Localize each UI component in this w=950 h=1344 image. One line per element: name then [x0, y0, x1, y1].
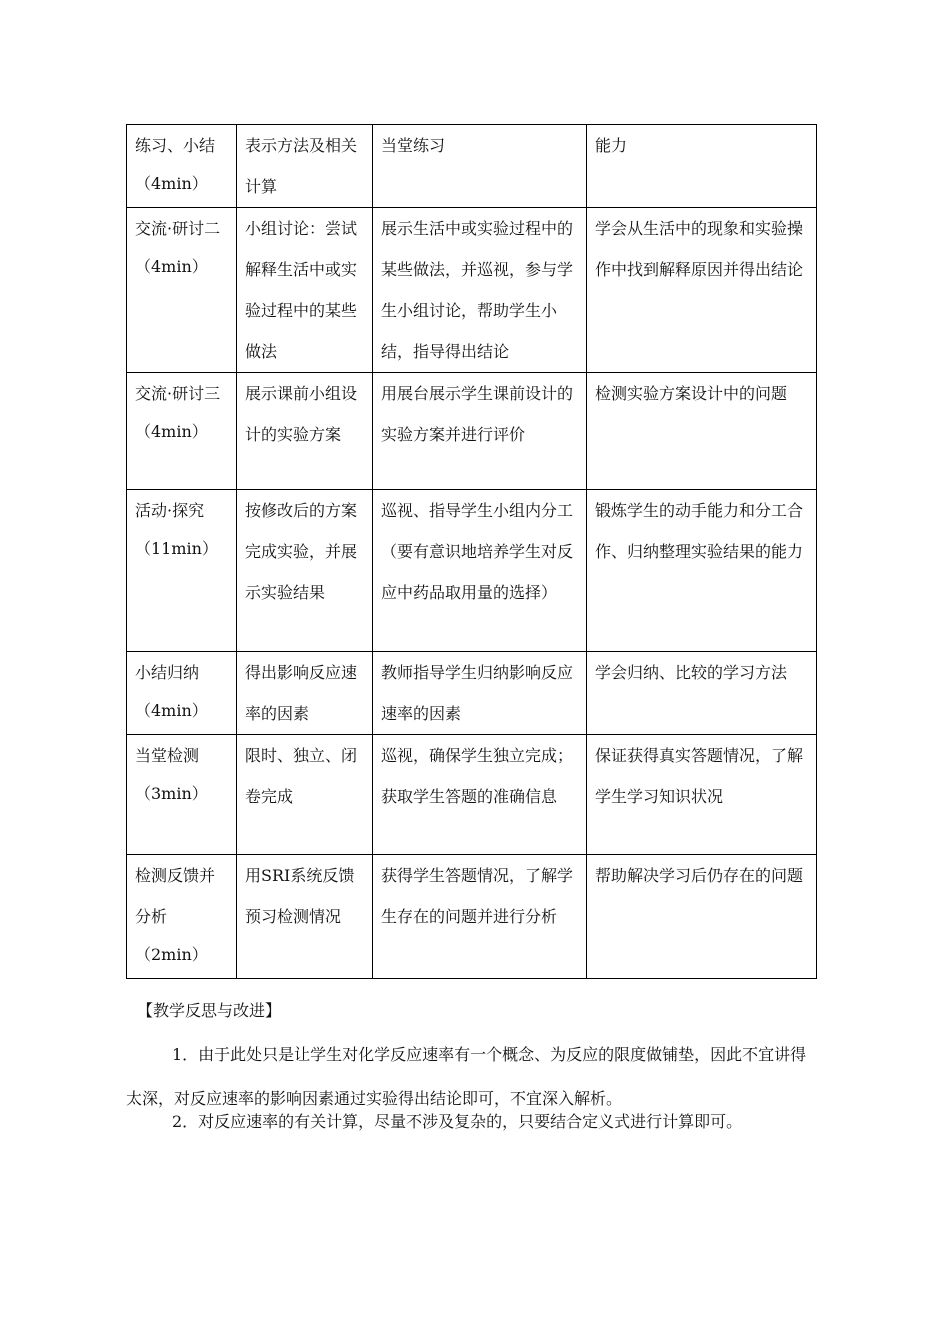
table-row: [127, 855, 817, 979]
teacher-activity-cell: 教师指导学生归纳影响反应速率的因素: [373, 652, 587, 735]
stage-name: 交流·研讨三: [135, 384, 221, 403]
table-row: [127, 125, 817, 208]
table-row: [127, 490, 817, 652]
stage-cell: [127, 125, 237, 208]
stage-name: 活动·探究: [135, 501, 205, 520]
student-activity-cell: 小组讨论：尝试解释生活中或实验过程中的某些做法: [237, 208, 373, 373]
table-row: [127, 373, 817, 490]
table-row: [127, 652, 817, 735]
lesson-plan-table: [126, 124, 817, 979]
student-activity-cell: 得出影响反应速率的因素: [237, 652, 373, 735]
intent-cell: 学会从生活中的现象和实验操作中找到解释原因并得出结论: [587, 208, 817, 373]
table-row: [127, 208, 817, 373]
stage-duration: （2min）: [135, 945, 208, 964]
reflection-paragraph-2: 2．对反应速率的有关计算，尽量不涉及复杂的，只要结合定义式进行计算即可。: [172, 1112, 743, 1131]
stage-name: 小结归纳: [135, 663, 200, 682]
stage-duration: （11min）: [135, 539, 218, 558]
teacher-activity-cell: 巡视、指导学生小组内分工（要有意识地培养学生对反应中药品取用量的选择）: [373, 490, 587, 652]
student-activity-cell: 展示课前小组设计的实验方案: [237, 373, 373, 490]
table-row: [127, 735, 817, 855]
intent-cell: 能力: [587, 125, 817, 208]
stage-name: 当堂检测: [135, 746, 200, 765]
stage-cell: [127, 652, 237, 735]
student-activity-cell: 按修改后的方案完成实验，并展示实验结果: [237, 490, 373, 652]
stage-duration: （4min）: [135, 422, 208, 441]
teacher-activity-cell: 获得学生答题情况，了解学生存在的问题并进行分析: [373, 855, 587, 979]
stage-name: 交流·研讨二: [135, 219, 221, 238]
intent-cell: 检测实验方案设计中的问题: [587, 373, 817, 490]
stage-cell: [127, 208, 237, 373]
stage-name: 练习、小结: [135, 136, 216, 155]
stage-duration: （4min）: [135, 257, 208, 276]
student-activity-cell: 限时、独立、闭卷完成: [237, 735, 373, 855]
stage-duration: （3min）: [135, 784, 208, 803]
stage-cell: [127, 373, 237, 490]
student-activity-cell: 表示方法及相关计算: [237, 125, 373, 208]
intent-cell: 学会归纳、比较的学习方法: [587, 652, 817, 735]
reflection-paragraph-1: 1．由于此处只是让学生对化学反应速率有一个概念、为反应的限度做铺垫，因此不宜讲得太深，对反应速率的影响因素通过实验得出结论即可，不宜深入解析。: [126, 1045, 807, 1108]
intent-cell: 锻炼学生的动手能力和分工合作、归纳整理实验结果的能力: [587, 490, 817, 652]
teacher-activity-cell: 展示生活中或实验过程中的某些做法，并巡视，参与学生小组讨论，帮助学生小结，指导得出结论: [373, 208, 587, 373]
teacher-activity-cell: 当堂练习: [373, 125, 587, 208]
stage-name: 检测反馈并分析: [135, 866, 216, 926]
teacher-activity-cell: 用展台展示学生课前设计的实验方案并进行评价: [373, 373, 587, 490]
reflection-heading: 【教学反思与改进】: [137, 1001, 282, 1020]
stage-cell: [127, 490, 237, 652]
stage-duration: （4min）: [135, 174, 208, 193]
teacher-activity-cell: 巡视，确保学生独立完成；获取学生答题的准确信息: [373, 735, 587, 855]
stage-cell: [127, 855, 237, 979]
intent-cell: 帮助解决学习后仍存在的问题: [587, 855, 817, 979]
stage-duration: （4min）: [135, 701, 208, 720]
student-activity-cell: 用SRI系统反馈预习检测情况: [237, 855, 373, 979]
stage-cell: [127, 735, 237, 855]
intent-cell: 保证获得真实答题情况，了解学生学习知识状况: [587, 735, 817, 855]
